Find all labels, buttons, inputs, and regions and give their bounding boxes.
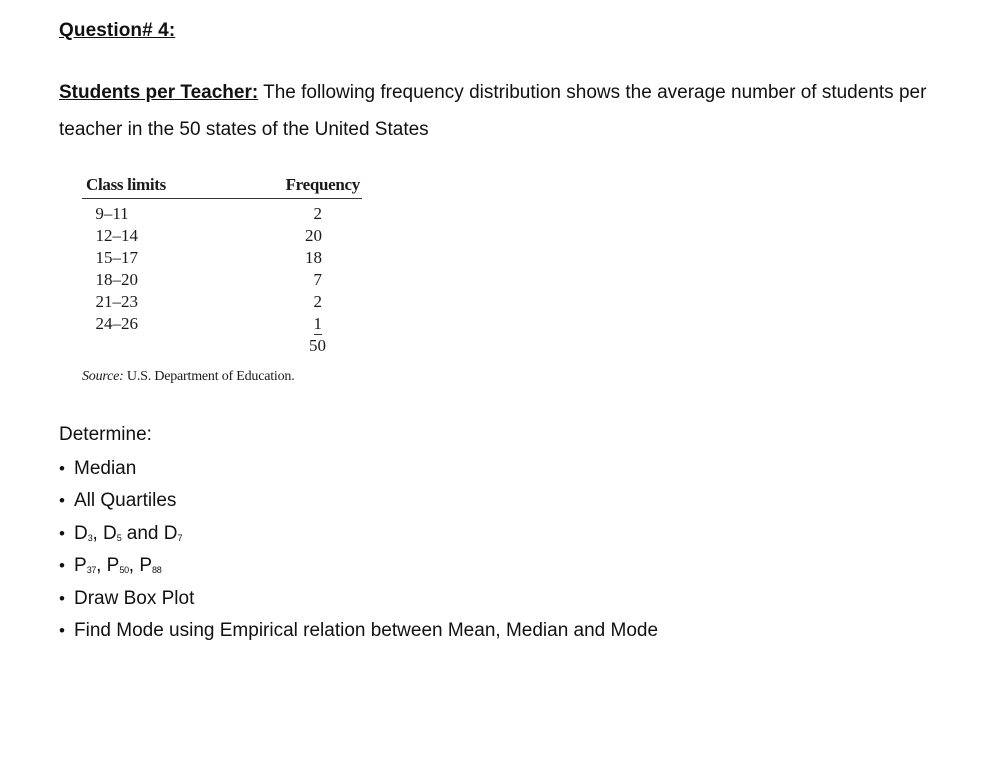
frequency-cell: 2 <box>313 204 322 223</box>
class-limit-cell: 24–26 <box>95 314 138 333</box>
list-item <box>59 553 658 585</box>
question-title: Question# 4: <box>59 20 176 41</box>
class-limit-cell: 15–17 <box>95 248 138 267</box>
table-row <box>82 204 362 226</box>
decile-separator: , <box>92 522 104 544</box>
decile-symbol: D <box>103 522 117 544</box>
table-row <box>82 314 362 336</box>
table-row <box>82 270 362 292</box>
intro-text: The following frequency distribution shows the average number of students per teacher in the 50 states of the United States <box>59 82 927 140</box>
table-row <box>82 292 362 314</box>
bullet-icon: • <box>59 491 65 511</box>
frequency-cell: 18 <box>305 248 322 267</box>
task-median: Median <box>74 458 137 479</box>
intro-lead: Students per Teacher: <box>59 82 259 103</box>
bullet-icon: • <box>59 620 65 640</box>
source-text: U.S. Department of Education. <box>123 369 295 384</box>
decile-subscript: 5 <box>116 532 122 543</box>
task-percentiles <box>74 555 161 576</box>
task-box-plot: Draw Box Plot <box>74 587 195 609</box>
header-class-limits: Class limits <box>86 175 166 194</box>
bullet-icon: • <box>59 556 65 576</box>
class-limit-cell: 18–20 <box>95 270 138 289</box>
percentile-separator: , <box>96 555 107 577</box>
percentile-symbol: P <box>106 555 120 577</box>
bullet-icon: • <box>59 588 65 608</box>
class-limit-cell: 21–23 <box>95 292 138 311</box>
frequency-cell: 2 <box>313 292 322 311</box>
question-intro <box>59 74 959 148</box>
class-limit-cell: 12–14 <box>95 226 138 245</box>
frequency-cell: 20 <box>305 226 322 245</box>
frequency-table-figure <box>82 172 372 397</box>
decile-symbol: D <box>74 522 88 544</box>
decile-and: and <box>121 522 164 544</box>
list-item <box>59 618 658 650</box>
task-mode: Find Mode using Empirical relation between Mean, Median and Mode <box>74 619 659 641</box>
list-item <box>59 488 658 520</box>
percentile-subscript: 37 <box>86 565 97 576</box>
determine-heading: Determine: <box>59 424 152 445</box>
percentile-symbol: P <box>74 555 87 577</box>
list-item <box>59 586 658 618</box>
table-row <box>82 226 362 248</box>
table-source-note <box>82 369 295 385</box>
table-body <box>82 204 362 358</box>
class-limit-cell: 9–11 <box>95 204 129 223</box>
percentile-subscript: 88 <box>152 565 162 576</box>
header-frequency: Frequency <box>285 175 360 194</box>
frequency-cell: 1 <box>313 314 322 333</box>
table-row <box>82 248 362 270</box>
percentile-separator: , <box>128 555 140 577</box>
frequency-cell: 7 <box>313 270 322 289</box>
table-header <box>82 172 362 199</box>
table-total-row <box>82 336 362 358</box>
bullet-icon: • <box>59 523 65 543</box>
task-list <box>59 456 658 650</box>
percentile-symbol: P <box>139 555 153 577</box>
percentile-subscript: 50 <box>119 565 129 576</box>
decile-subscript: 3 <box>87 532 93 543</box>
list-item <box>59 521 658 553</box>
bullet-icon: • <box>59 459 65 478</box>
frequency-total: 50 <box>309 336 326 355</box>
task-quartiles: All Quartiles <box>74 490 177 512</box>
decile-subscript: 7 <box>177 532 183 543</box>
list-item <box>59 456 658 488</box>
task-deciles <box>74 523 182 544</box>
decile-symbol: D <box>163 522 178 544</box>
source-label: Source: <box>82 369 124 384</box>
